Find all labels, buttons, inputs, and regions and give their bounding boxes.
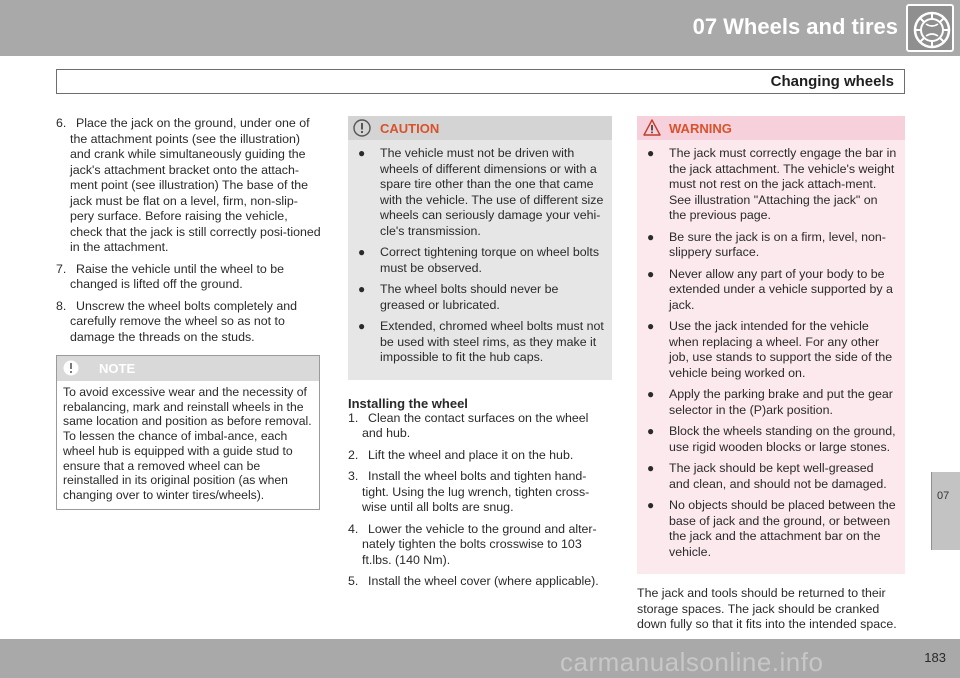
bullet-dot: ● [647, 424, 655, 438]
bullet-text: Never allow any part of your body to be extended under a vehicle supported by a jack. [669, 266, 893, 312]
bullet-item [643, 424, 897, 455]
bullet-dot: ● [358, 146, 366, 160]
warning-triangle-icon [643, 119, 661, 141]
bullet-item [643, 498, 897, 560]
step-text: Place the jack on the ground, under one of the attachment points (see the illustration) and crank while simultaneously guiding the jack's attachment bracket onto the attach-ment point (see illustration) The base of the jack must be flat on a level, firm, non-slip-pery surface. Before raising the vehicle, check that the jack is still correctly posi-tioned in the attachment. [70, 116, 321, 254]
bullet-dot: ● [647, 266, 655, 281]
install-steps [348, 411, 612, 590]
warning-box [637, 116, 905, 574]
warning-header [637, 116, 905, 140]
bullet-dot: ● [647, 229, 655, 244]
step-item [348, 411, 612, 442]
bullet-item [354, 282, 604, 313]
step-number: 1. [348, 410, 359, 425]
bullet-text: Use the jack intended for the vehicle when replacing a wheel. For any other job, use stands to support the side of the vehicle being worked on. [669, 319, 893, 380]
bullet-text: Apply the parking brake and put the gear selector in the (P)ark position. [669, 387, 893, 417]
step-number: 6. [56, 116, 67, 130]
bullet-item [643, 387, 897, 418]
bullet-dot: ● [647, 461, 655, 475]
step-number: 5. [348, 574, 359, 588]
bullet-text: The vehicle must not be driven with wheels of different dimensions or with a spare tire other than the one that came with the vehicle. The use of different size wheels can seriously damage your vehi-cle's transmission. [380, 146, 604, 238]
left-column [56, 116, 321, 510]
bullet-text: Correct tightening torque on wheel bolts must be observed. [380, 245, 600, 275]
section-bar [56, 69, 905, 94]
bullet-text: Be sure the jack is on a firm, level, non-slippery surface. [669, 229, 886, 259]
warning-list [637, 140, 905, 560]
watermark: carmanualsonline.info [560, 647, 824, 677]
bullet-dot: ● [647, 319, 655, 333]
caution-list [348, 140, 612, 366]
bullet-item [354, 245, 604, 276]
step-text: Install the wheel bolts and tighten hand-tight. Using the lug wrench, tighten cross-wise until all bolts are snug. [362, 469, 590, 514]
step-item [56, 262, 321, 293]
warning-label: WARNING [669, 121, 732, 136]
step-number: 8. [56, 298, 67, 313]
step-item [348, 574, 612, 590]
bullet-dot: ● [647, 146, 655, 160]
step-number: 3. [348, 469, 359, 483]
caution-box [348, 116, 612, 380]
bullet-item [643, 267, 897, 314]
chapter-title: 07 Wheels and tires [692, 14, 898, 39]
page-number: 183 [924, 650, 946, 665]
bullet-item [643, 146, 897, 224]
right-column [637, 116, 905, 633]
note-header [57, 356, 319, 381]
bullet-dot: ● [647, 387, 655, 401]
step-text: Lower the vehicle to the ground and alter-nately tighten the bolts crosswise to 103 ft.lbs. (140 Nm). [362, 521, 597, 567]
caution-icon [353, 119, 371, 142]
bullet-text: The jack must correctly engage the bar in the jack attachment. The vehicle's weight must not rest on the jack attach-ment. See illustration "Attaching the jack" on the previous page. [669, 146, 897, 222]
step-item [56, 116, 321, 256]
bullet-dot: ● [358, 282, 366, 296]
tire-icon [906, 4, 954, 52]
bullet-item [643, 461, 897, 492]
step-text: Install the wheel cover (where applicable). [368, 574, 599, 588]
step-item [348, 522, 612, 569]
bullet-dot: ● [647, 498, 655, 512]
section-title: Changing wheels [770, 73, 894, 90]
caution-label: CAUTION [380, 121, 440, 136]
step-item [56, 299, 321, 346]
step-item [348, 448, 612, 464]
bullet-dot: ● [358, 245, 366, 259]
step-number: 2. [348, 447, 359, 462]
step-text: Raise the vehicle until the wheel to be changed is lifted off the ground. [70, 261, 285, 291]
bullet-text: The jack should be kept well-greased and clean, and should not be damaged. [669, 461, 887, 491]
installing-heading: Installing the wheel [348, 395, 468, 411]
middle-column [348, 116, 612, 596]
note-text: To avoid excessive wear and the necessity of rebalancing, mark and reinstall wheels in the same location and position as before removal. To lessen the chance of imbal-ance, each wheel hub is equipped with a guide stud to ensure that a removed wheel can be reinstalled in its original position (as when changing over to winter tires/wheels). [63, 385, 312, 502]
bullet-text: Extended, chromed wheel bolts must not be used with steel rims, as they make it impossible to fit the hub caps. [380, 319, 604, 364]
step-text: Unscrew the wheel bolts completely and carefully remove the wheel so as not to damage the threads on the studs. [70, 298, 298, 344]
bullet-text: The wheel bolts should never be greased or lubricated. [380, 282, 559, 312]
caution-header [348, 116, 612, 140]
bullet-item [354, 146, 604, 239]
closing-paragraph: The jack and tools should be returned to their storage spaces. The jack should be cranked down fully so that it fits into the intended space. [637, 586, 897, 631]
bullet-item [354, 319, 604, 366]
chapter-tab [931, 472, 960, 550]
bullet-text: No objects should be placed between the base of jack and the ground, or between the jack and the attachment bar on the vehicle. [669, 498, 896, 559]
note-box [56, 355, 320, 510]
step-item [348, 469, 612, 516]
bullet-dot: ● [358, 319, 366, 333]
bullet-item [643, 230, 897, 261]
chapter-tab-label: 07 [937, 490, 950, 502]
step-text: Clean the contact surfaces on the wheel and hub. [362, 410, 589, 440]
note-label: NOTE [99, 361, 136, 376]
info-icon [63, 360, 79, 381]
step-number: 4. [348, 521, 359, 536]
step-text: Lift the wheel and place it on the hub. [368, 447, 574, 462]
bullet-text: Block the wheels standing on the ground, use rigid wooden blocks or large stones. [669, 424, 896, 454]
side-margin [906, 56, 960, 639]
removal-steps [56, 116, 321, 345]
step-number: 7. [56, 261, 67, 276]
bullet-item [643, 319, 897, 381]
